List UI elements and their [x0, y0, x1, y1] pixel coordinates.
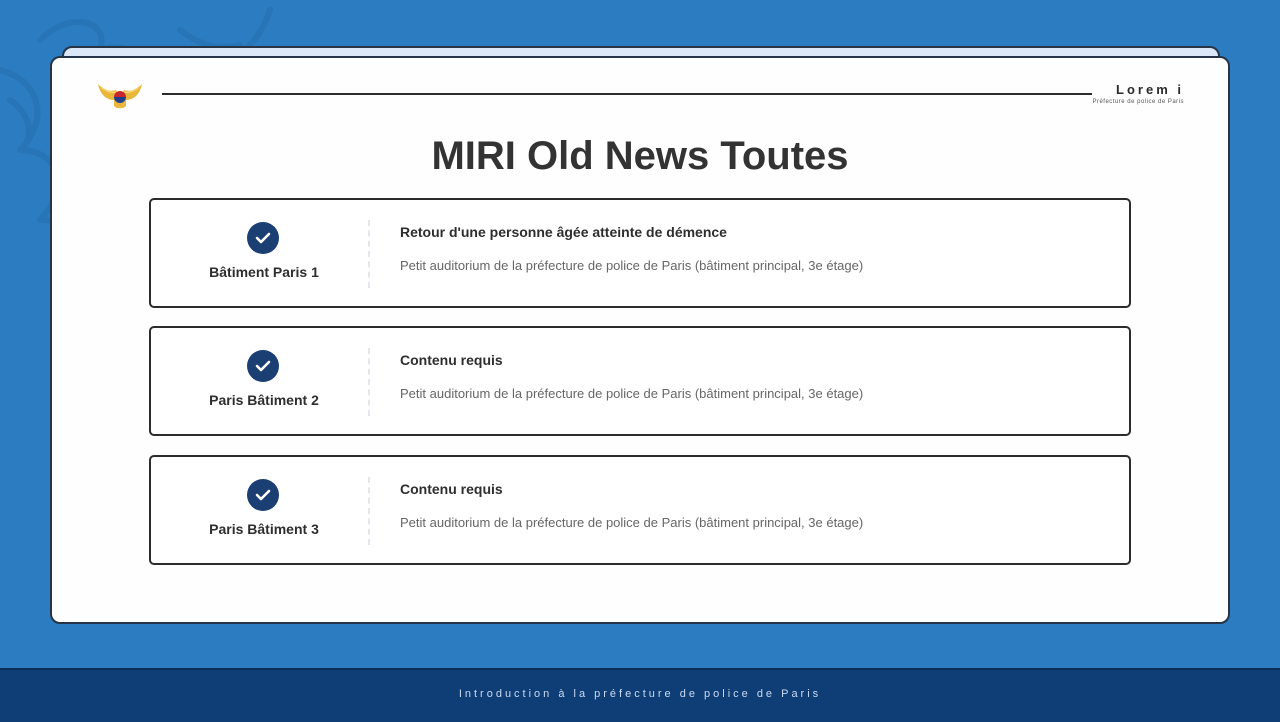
- brand-title: Lorem i: [1116, 82, 1184, 97]
- item-description: Petit auditorium de la préfecture de police de Paris (bâtiment principal, 3e étage): [400, 258, 864, 273]
- main-card: [50, 56, 1230, 624]
- dashed-divider: [368, 348, 370, 416]
- item-name: Paris Bâtiment 2: [209, 392, 319, 408]
- item-left-panel: [151, 200, 371, 306]
- item-description: Petit auditorium de la préfecture de police de Paris (bâtiment principal, 3e étage): [400, 386, 864, 401]
- check-circle-icon: [247, 479, 279, 511]
- brand-subtitle: Préfecture de police de Paris: [1092, 99, 1184, 105]
- list-item: [149, 326, 1131, 436]
- item-name: Bâtiment Paris 1: [209, 264, 319, 280]
- footer-bar: [0, 668, 1280, 722]
- check-circle-icon: [247, 222, 279, 254]
- page-title: MIRI Old News Toutes: [431, 134, 849, 178]
- brand-block: [1092, 82, 1184, 106]
- header-rule: [162, 93, 1092, 95]
- item-title: Contenu requis: [400, 481, 503, 497]
- check-circle-icon: [247, 350, 279, 382]
- item-left-panel: [151, 328, 371, 434]
- item-description: Petit auditorium de la préfecture de police de Paris (bâtiment principal, 3e étage): [400, 515, 864, 530]
- list-item: [149, 198, 1131, 308]
- item-name: Paris Bâtiment 3: [209, 521, 319, 537]
- list-item: [149, 455, 1131, 565]
- dashed-divider: [368, 220, 370, 288]
- footer-text: Introduction à la préfecture de police de Paris: [458, 688, 822, 700]
- dashed-divider: [368, 477, 370, 545]
- item-left-panel: [151, 457, 371, 563]
- item-title: Contenu requis: [400, 352, 503, 368]
- police-emblem-logo: [96, 78, 144, 112]
- item-title: Retour d'une personne âgée atteinte de démence: [400, 224, 727, 240]
